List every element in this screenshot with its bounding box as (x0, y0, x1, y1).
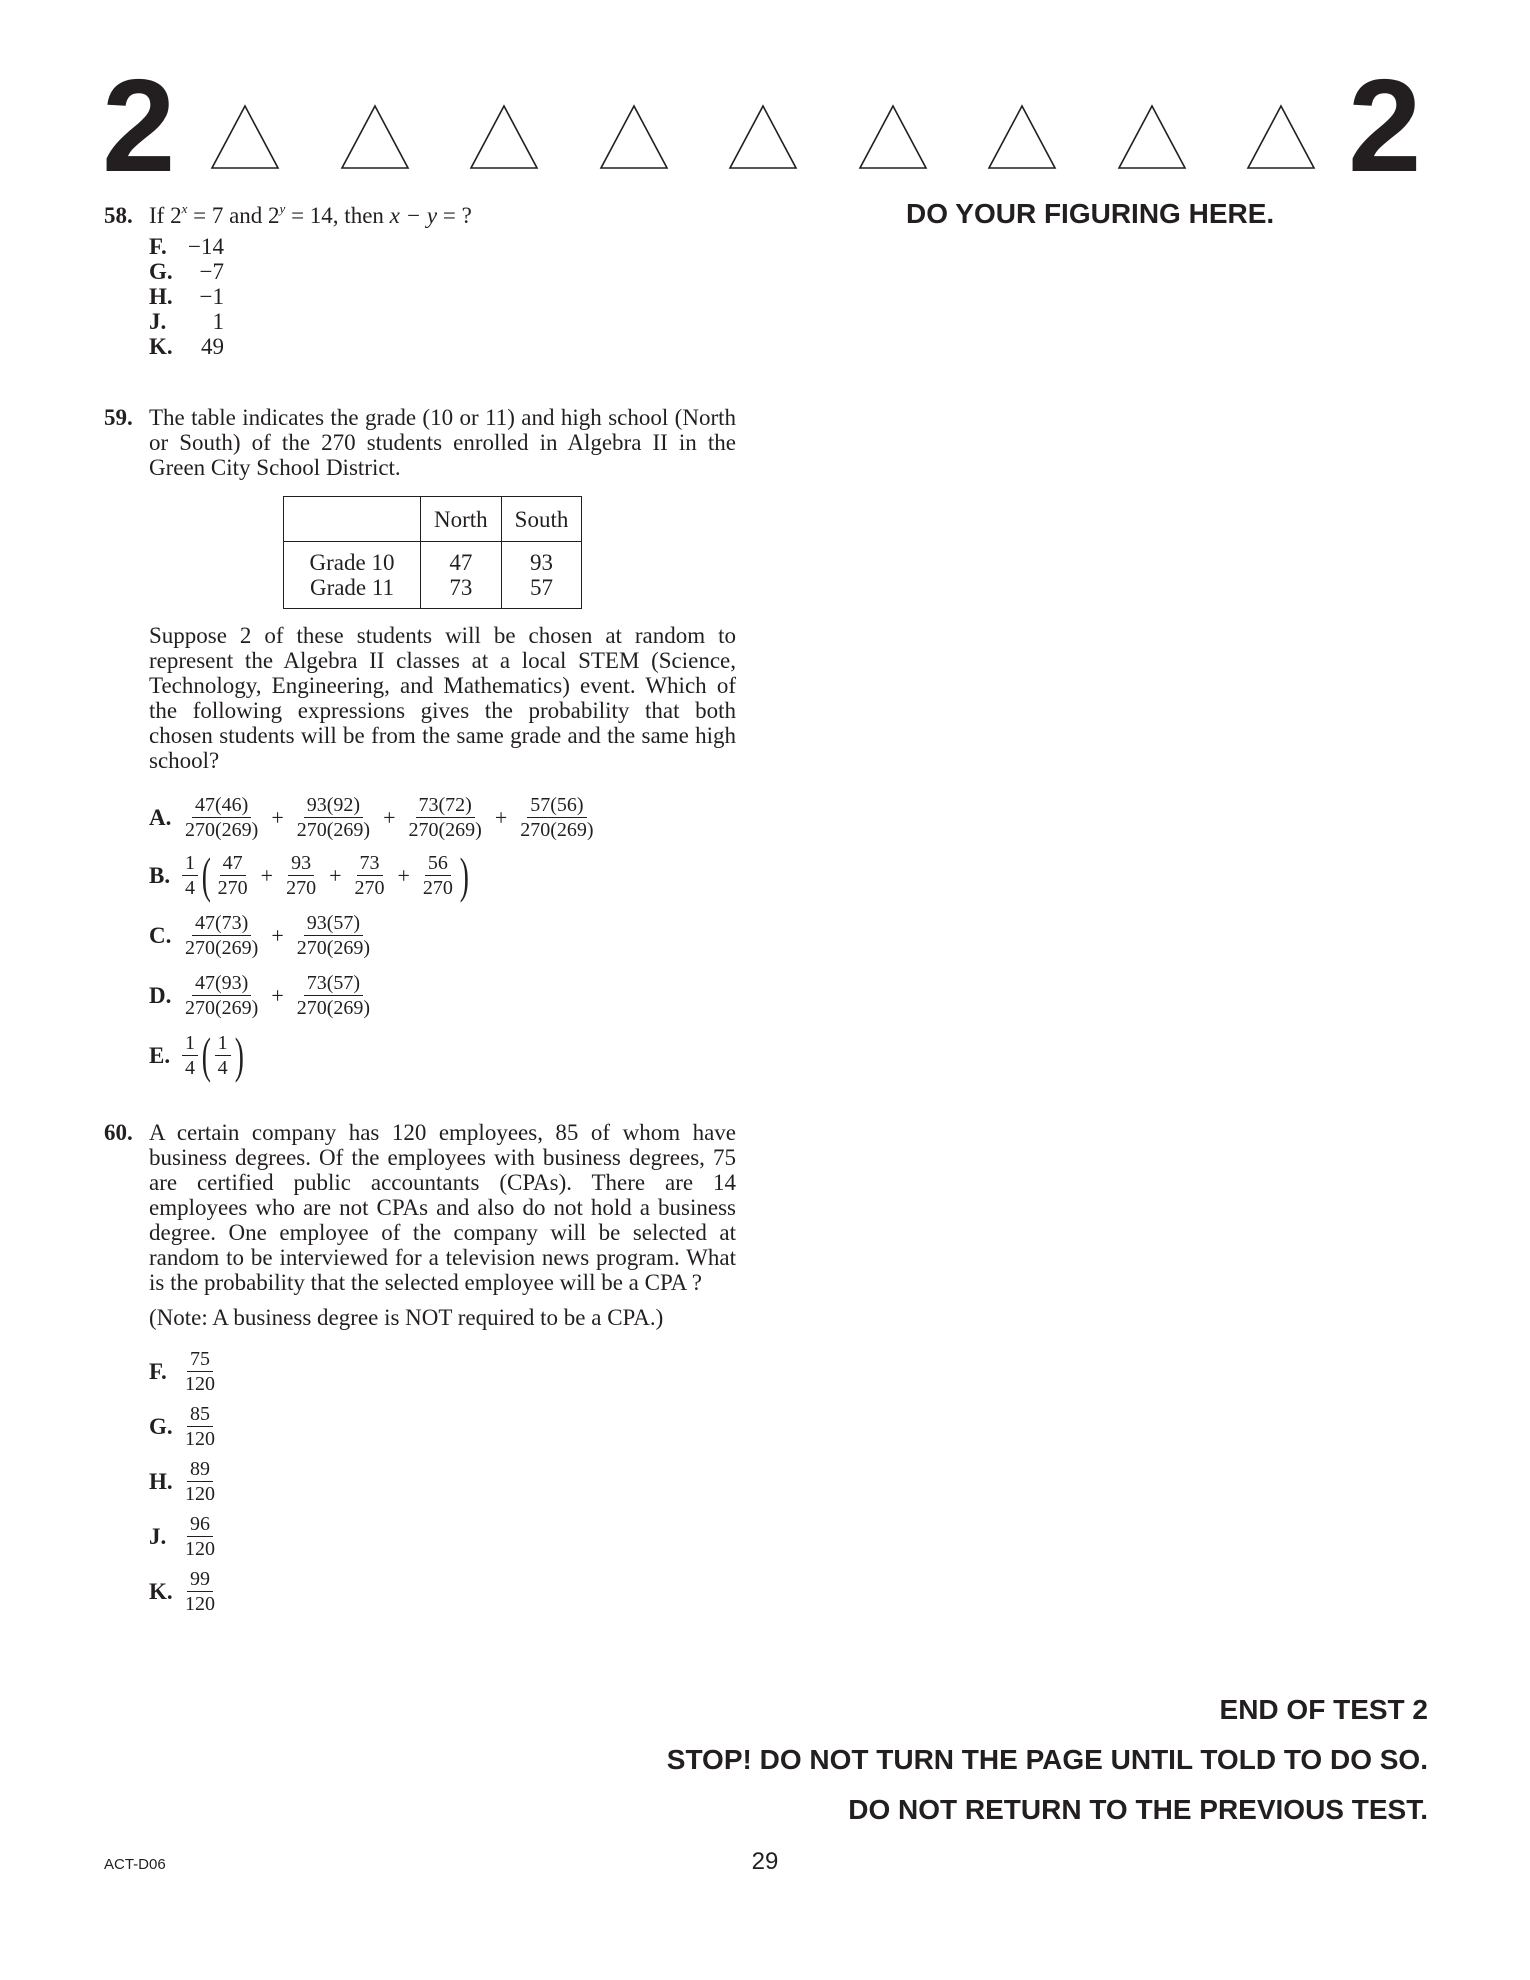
triangle-icon (469, 104, 539, 170)
question-59 (104, 405, 736, 1085)
answer-choices (149, 1344, 736, 1619)
end-of-test: END OF TEST 2 (1219, 1694, 1428, 1725)
section-number-left: 2 (102, 52, 174, 199)
answer-choices (149, 234, 736, 359)
table-row-labels: Grade 10 Grade 11 (284, 542, 421, 609)
question-text: A certain company has 120 employees, 85 of whom have business degrees. Of the employees with business degrees, 75 are certified public accountants (CPAs). There are 14 employees who are not CPAs and also do not hold a business degree. One employee of the company will be selected at random to be interviewed for a television news program. What is the probability that the selected employee will be a CPA ? (149, 1120, 736, 1295)
table-header-south: South (501, 497, 582, 542)
form-code: ACT-D06 (104, 1856, 166, 1873)
answer-choice[interactable]: J. $\frac{96}{120}$ (149, 1513, 215, 1560)
question-text: Suppose 2 of these students will be chosen at random to represent the Algebra II classes at a local STEM (Science, Technology, Engineering, and Mathematics) event. Which of the following expressions gives the probability that both chosen students will be from the same grade and the same high school? (149, 623, 736, 773)
section-number-right: 2 (1348, 52, 1420, 199)
triangle-icon (728, 104, 798, 170)
question-intro: The table indicates the grade (10 or 11) and high school (North or South) of the 270 students enrolled in Algebra II in the Green City School District. (149, 405, 736, 480)
triangle-icon (599, 104, 669, 170)
figuring-label: DO YOUR FIGURING HERE. (906, 198, 1275, 229)
answer-choice[interactable]: G. $\frac{85}{120}$ (149, 1403, 215, 1450)
triangle-icon (1117, 104, 1187, 170)
question-number: 58. (104, 203, 133, 228)
answer-choice[interactable]: H. $\frac{89}{120}$ (149, 1458, 215, 1505)
question-note: (Note: A business degree is NOT required to be a CPA.) (149, 1305, 664, 1330)
answer-choice[interactable]: B. $\frac{1}{4}$ ( $\frac{47}{270}$ + $\frac{93}{270}$ + $\frac{73}{270}$ + $\frac{56}{270}$ ) (149, 847, 469, 903)
answer-choice[interactable]: C. $\frac{47(73)}{270(269)}$ + $\frac{93(57)}{270(269)}$ (149, 911, 371, 959)
question-stem: If $2^x = 7$ and $2^y = 14$, then x − y = ? (149, 201, 472, 228)
table-header-north: North (421, 497, 502, 542)
triangle-icon (987, 104, 1057, 170)
answer-choice[interactable]: H. −1 (149, 284, 224, 309)
triangle-icon (858, 104, 928, 170)
answer-choice[interactable]: F. −14 (149, 234, 224, 259)
triangle-icon (210, 104, 280, 170)
table-column-south: 93 57 (501, 542, 582, 609)
question-58 (104, 203, 736, 359)
answer-choice[interactable]: E. $\frac{1}{4}$ ( $\frac{1}{4}$ ) (149, 1027, 244, 1083)
triangle-icon (1246, 104, 1316, 170)
answer-choice[interactable]: J. 1 (149, 309, 224, 334)
question-60 (104, 1120, 736, 1619)
page-number: 29 (751, 1848, 779, 1875)
answer-choice[interactable]: F. $\frac{75}{120}$ (149, 1348, 215, 1395)
answer-choice[interactable]: K. $\frac{99}{120}$ (149, 1568, 215, 1615)
answer-choice[interactable]: G. −7 (149, 259, 224, 284)
triangle-icon (340, 104, 410, 170)
table-corner (284, 497, 421, 542)
answer-choice[interactable]: K. 49 (149, 334, 224, 359)
answer-choice[interactable]: D. $\frac{47(93)}{270(269)}$ + $\frac{73(57)}{270(269)}$ (149, 971, 371, 1019)
no-return-notice: DO NOT RETURN TO THE PREVIOUS TEST. (848, 1794, 1428, 1825)
grade-school-table (283, 496, 582, 609)
stop-notice: STOP! DO NOT TURN THE PAGE UNTIL TOLD TO DO SO. (666, 1744, 1428, 1775)
question-number: 60. (104, 1120, 133, 1145)
table-column-north: 47 73 (421, 542, 502, 609)
answer-choice[interactable]: A. $\frac{47(46)}{270(269)}$ + $\frac{93(92)}{270(269)}$ + $\frac{73(72)}{270(269)}$ + $\frac{57(56)}{270(269)}$ (149, 793, 594, 841)
question-number: 59. (104, 405, 133, 430)
answer-choices (149, 789, 736, 1085)
